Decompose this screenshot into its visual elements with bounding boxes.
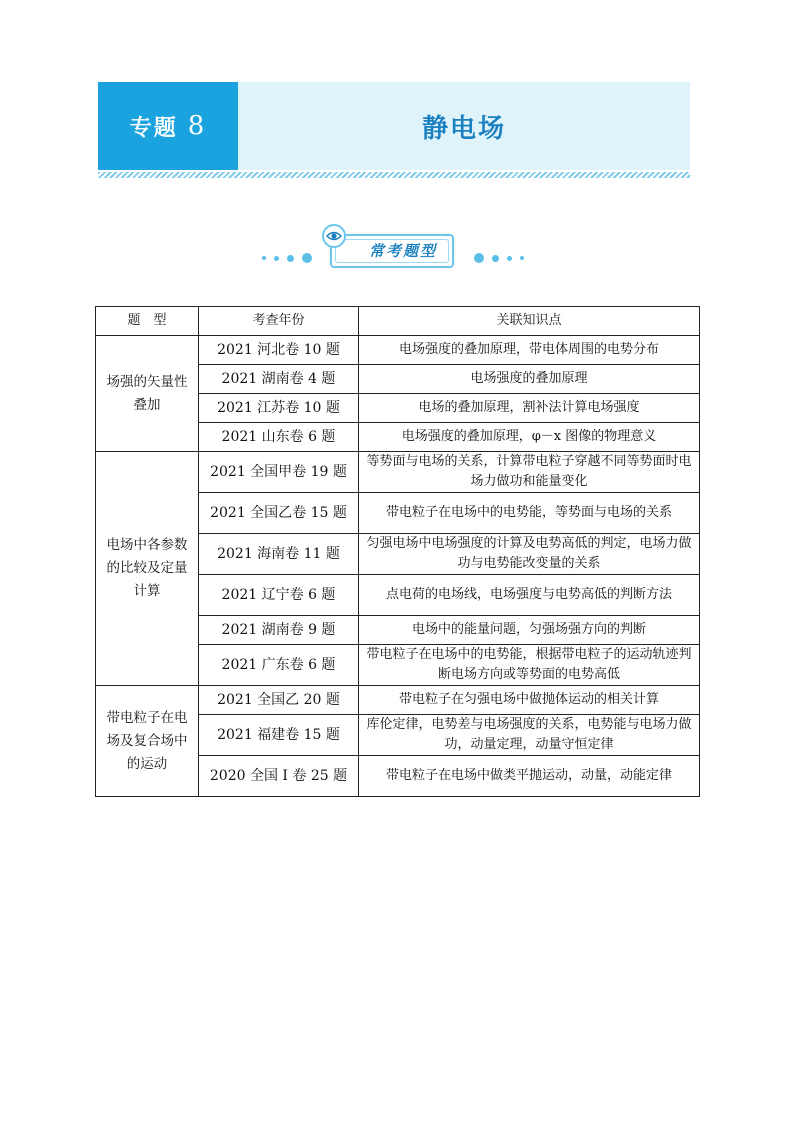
knowledge-cell: 电场强度的叠加原理，φ－x 图像的物理意义 bbox=[359, 423, 700, 452]
chapter-header bbox=[98, 82, 690, 170]
table-row bbox=[96, 452, 700, 493]
table-header-row bbox=[96, 307, 700, 336]
knowledge-cell: 带电粒子在电场中的电势能，等势面与电场的关系 bbox=[359, 493, 700, 534]
knowledge-cell: 带电粒子在电场中做类平抛运动，动量，动能定律 bbox=[359, 756, 700, 797]
column-header-type: 题 型 bbox=[96, 307, 199, 336]
eye-icon bbox=[322, 224, 346, 248]
year-cell: 2021 辽宁卷 6 题 bbox=[199, 575, 359, 616]
category-cell: 电场中各参数的比较及定量计算 bbox=[96, 452, 199, 686]
category-cell: 场强的矢量性叠加 bbox=[96, 336, 199, 452]
year-cell: 2021 湖南卷 9 题 bbox=[199, 616, 359, 645]
knowledge-cell: 点电荷的电场线，电场强度与电势高低的判断方法 bbox=[359, 575, 700, 616]
knowledge-cell: 电场强度的叠加原理 bbox=[359, 365, 700, 394]
chapter-tag bbox=[98, 82, 238, 170]
knowledge-cell: 等势面与电场的关系，计算带电粒子穿越不同等势面时电场力做功和能量变化 bbox=[359, 452, 700, 493]
year-cell: 2021 江苏卷 10 题 bbox=[199, 394, 359, 423]
chapter-title: 静电场 bbox=[421, 113, 506, 144]
year-cell: 2021 广东卷 6 题 bbox=[199, 645, 359, 686]
table-row bbox=[96, 336, 700, 365]
knowledge-cell: 匀强电场中电场强度的计算及电势高低的判定，电场力做功与电势能改变量的关系 bbox=[359, 534, 700, 575]
year-cell: 2021 河北卷 10 题 bbox=[199, 336, 359, 365]
year-cell: 2020 全国 I 卷 25 题 bbox=[199, 756, 359, 797]
chapter-tag-label: 专题 bbox=[129, 115, 178, 141]
knowledge-cell: 带电粒子在匀强电场中做抛体运动的相关计算 bbox=[359, 686, 700, 715]
knowledge-cell: 库伦定律，电势差与电场强度的关系，电势能与电场力做功，动量定理，动量守恒定律 bbox=[359, 715, 700, 756]
year-cell: 2021 山东卷 6 题 bbox=[199, 423, 359, 452]
year-cell: 2021 全国甲卷 19 题 bbox=[199, 452, 359, 493]
knowledge-cell: 电场强度的叠加原理，带电体周围的电势分布 bbox=[359, 336, 700, 365]
banner-dots-right bbox=[474, 253, 524, 263]
banner-label-box bbox=[330, 234, 454, 268]
category-cell: 带电粒子在电场及复合场中的运动 bbox=[96, 686, 199, 797]
table-row bbox=[96, 686, 700, 715]
year-cell: 2021 海南卷 11 题 bbox=[199, 534, 359, 575]
year-cell: 2021 湖南卷 4 题 bbox=[199, 365, 359, 394]
header-stripe-divider bbox=[98, 172, 690, 178]
year-cell: 2021 全国乙 20 题 bbox=[199, 686, 359, 715]
knowledge-cell: 电场中的能量问题，匀强场强方向的判断 bbox=[359, 616, 700, 645]
banner-dots-left bbox=[262, 253, 312, 263]
column-header-knowledge: 关联知识点 bbox=[359, 307, 700, 336]
year-cell: 2021 全国乙卷 15 题 bbox=[199, 493, 359, 534]
knowledge-cell: 电场的叠加原理，割补法计算电场强度 bbox=[359, 394, 700, 423]
knowledge-cell: 带电粒子在电场中的电势能，根据带电粒子的运动轨迹判断电场方向或等势面的电势高低 bbox=[359, 645, 700, 686]
banner-label: 常考题型 bbox=[368, 242, 437, 260]
year-cell: 2021 福建卷 15 题 bbox=[199, 715, 359, 756]
question-type-table bbox=[95, 306, 700, 797]
column-header-year: 考查年份 bbox=[199, 307, 359, 336]
chapter-number: 8 bbox=[187, 111, 207, 141]
section-banner bbox=[250, 220, 550, 270]
